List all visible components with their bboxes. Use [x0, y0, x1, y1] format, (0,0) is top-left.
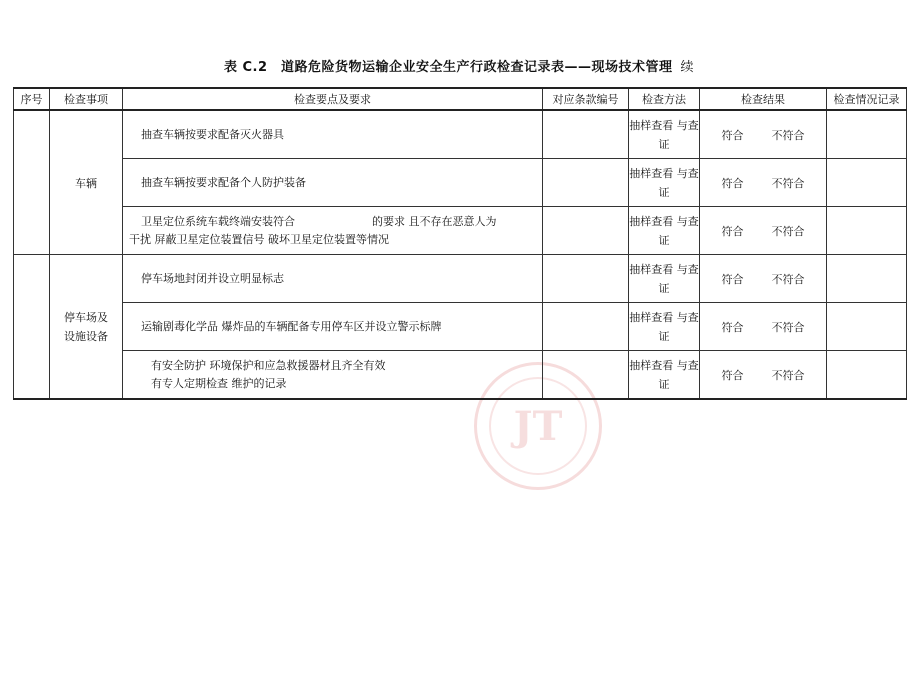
record-cell[interactable] [827, 207, 907, 255]
item-cell-parking [50, 255, 123, 400]
requirement-cell [123, 351, 543, 400]
header-clause: 对应条款编号 [543, 88, 629, 110]
clause-cell [543, 351, 629, 400]
result-cell [700, 351, 827, 400]
item-line: 停车场及 [64, 310, 108, 324]
requirement-cell [123, 255, 543, 303]
method-line: 与查证 [658, 214, 699, 247]
header-method: 检查方法 [629, 88, 700, 110]
item-line: 设施设备 [64, 329, 108, 343]
method-cell [629, 351, 700, 400]
result-pass-option[interactable]: 符合 [721, 368, 744, 382]
result-fail-option[interactable]: 不符合 [771, 176, 805, 190]
result-pass-option[interactable]: 符合 [721, 320, 744, 334]
method-cell [629, 110, 700, 159]
method-line: 抽样查看 [629, 118, 674, 132]
result-pass-option[interactable]: 符合 [721, 272, 744, 286]
requirement-text: 有安全防护 环境保护和应急救援器材且齐全有效 [151, 358, 386, 372]
result-cell [700, 303, 827, 351]
table-row [14, 303, 907, 351]
table-row [14, 207, 907, 255]
result-fail-option[interactable]: 不符合 [771, 368, 805, 382]
inspection-record-table [13, 87, 907, 400]
method-line: 与查证 [658, 310, 699, 343]
table-row [14, 351, 907, 400]
requirement-text: 抽查车辆按要求配备灭火器具 [141, 127, 284, 141]
requirement-text: 干扰 屏蔽卫星定位装置信号 破坏卫星定位装置等情况 [129, 232, 389, 246]
record-cell[interactable] [827, 110, 907, 159]
method-cell [629, 255, 700, 303]
requirement-text: 抽查车辆按要求配备个人防护装备 [141, 175, 306, 189]
header-requirements: 检查要点及要求 [123, 88, 543, 110]
requirement-text: 停车场地封闭并设立明显标志 [141, 271, 284, 285]
method-line: 抽样查看 [629, 358, 674, 372]
result-pass-option[interactable]: 符合 [721, 128, 744, 142]
header-serial: 序号 [14, 88, 50, 110]
method-cell [629, 303, 700, 351]
result-fail-option[interactable]: 不符合 [771, 128, 805, 142]
method-cell [629, 159, 700, 207]
method-line: 抽样查看 [629, 166, 674, 180]
header-row [14, 88, 907, 110]
method-line: 与查证 [658, 166, 699, 199]
serial-cell [14, 255, 50, 400]
method-line: 与查证 [658, 358, 699, 391]
requirement-text: 卫星定位系统车载终端安装符合 的要求 且不存在恶意人为 [141, 214, 497, 228]
requirement-cell [123, 159, 543, 207]
table-row [14, 159, 907, 207]
result-fail-option[interactable]: 不符合 [771, 224, 805, 238]
method-line: 抽样查看 [629, 262, 674, 276]
serial-cell [14, 110, 50, 255]
table-title-main: 表 C.2 道路危险货物运输企业安全生产行政检查记录表——现场技术管理 [223, 60, 673, 75]
clause-cell [543, 255, 629, 303]
clause-cell [543, 110, 629, 159]
result-pass-option[interactable]: 符合 [721, 176, 744, 190]
record-cell[interactable] [827, 159, 907, 207]
item-cell-vehicle: 车辆 [50, 110, 123, 255]
result-pass-option[interactable]: 符合 [721, 224, 744, 238]
clause-cell [543, 159, 629, 207]
table-row [14, 110, 907, 159]
table-row [14, 255, 907, 303]
requirement-cell [123, 110, 543, 159]
clause-cell [543, 207, 629, 255]
table-title [0, 56, 918, 75]
header-item: 检查事项 [50, 88, 123, 110]
method-line: 抽样查看 [629, 310, 674, 324]
result-cell [700, 110, 827, 159]
watermark-logo: JT [489, 377, 587, 475]
table-title-continued: 续 [680, 60, 695, 75]
method-line: 抽样查看 [629, 214, 674, 228]
result-cell [700, 255, 827, 303]
record-cell[interactable] [827, 351, 907, 400]
result-fail-option[interactable]: 不符合 [771, 320, 805, 334]
requirement-cell [123, 207, 543, 255]
requirement-text: 有专人定期检查 维护的记录 [151, 376, 287, 390]
result-fail-option[interactable]: 不符合 [771, 272, 805, 286]
header-record: 检查情况记录 [827, 88, 907, 110]
method-line: 与查证 [658, 118, 699, 151]
clause-cell [543, 303, 629, 351]
requirement-cell [123, 303, 543, 351]
header-result: 检查结果 [700, 88, 827, 110]
method-line: 与查证 [658, 262, 699, 295]
result-cell [700, 159, 827, 207]
requirement-text: 运输剧毒化学品 爆炸品的车辆配备专用停车区并设立警示标牌 [141, 319, 442, 333]
method-cell [629, 207, 700, 255]
record-cell[interactable] [827, 255, 907, 303]
result-cell [700, 207, 827, 255]
record-cell[interactable] [827, 303, 907, 351]
